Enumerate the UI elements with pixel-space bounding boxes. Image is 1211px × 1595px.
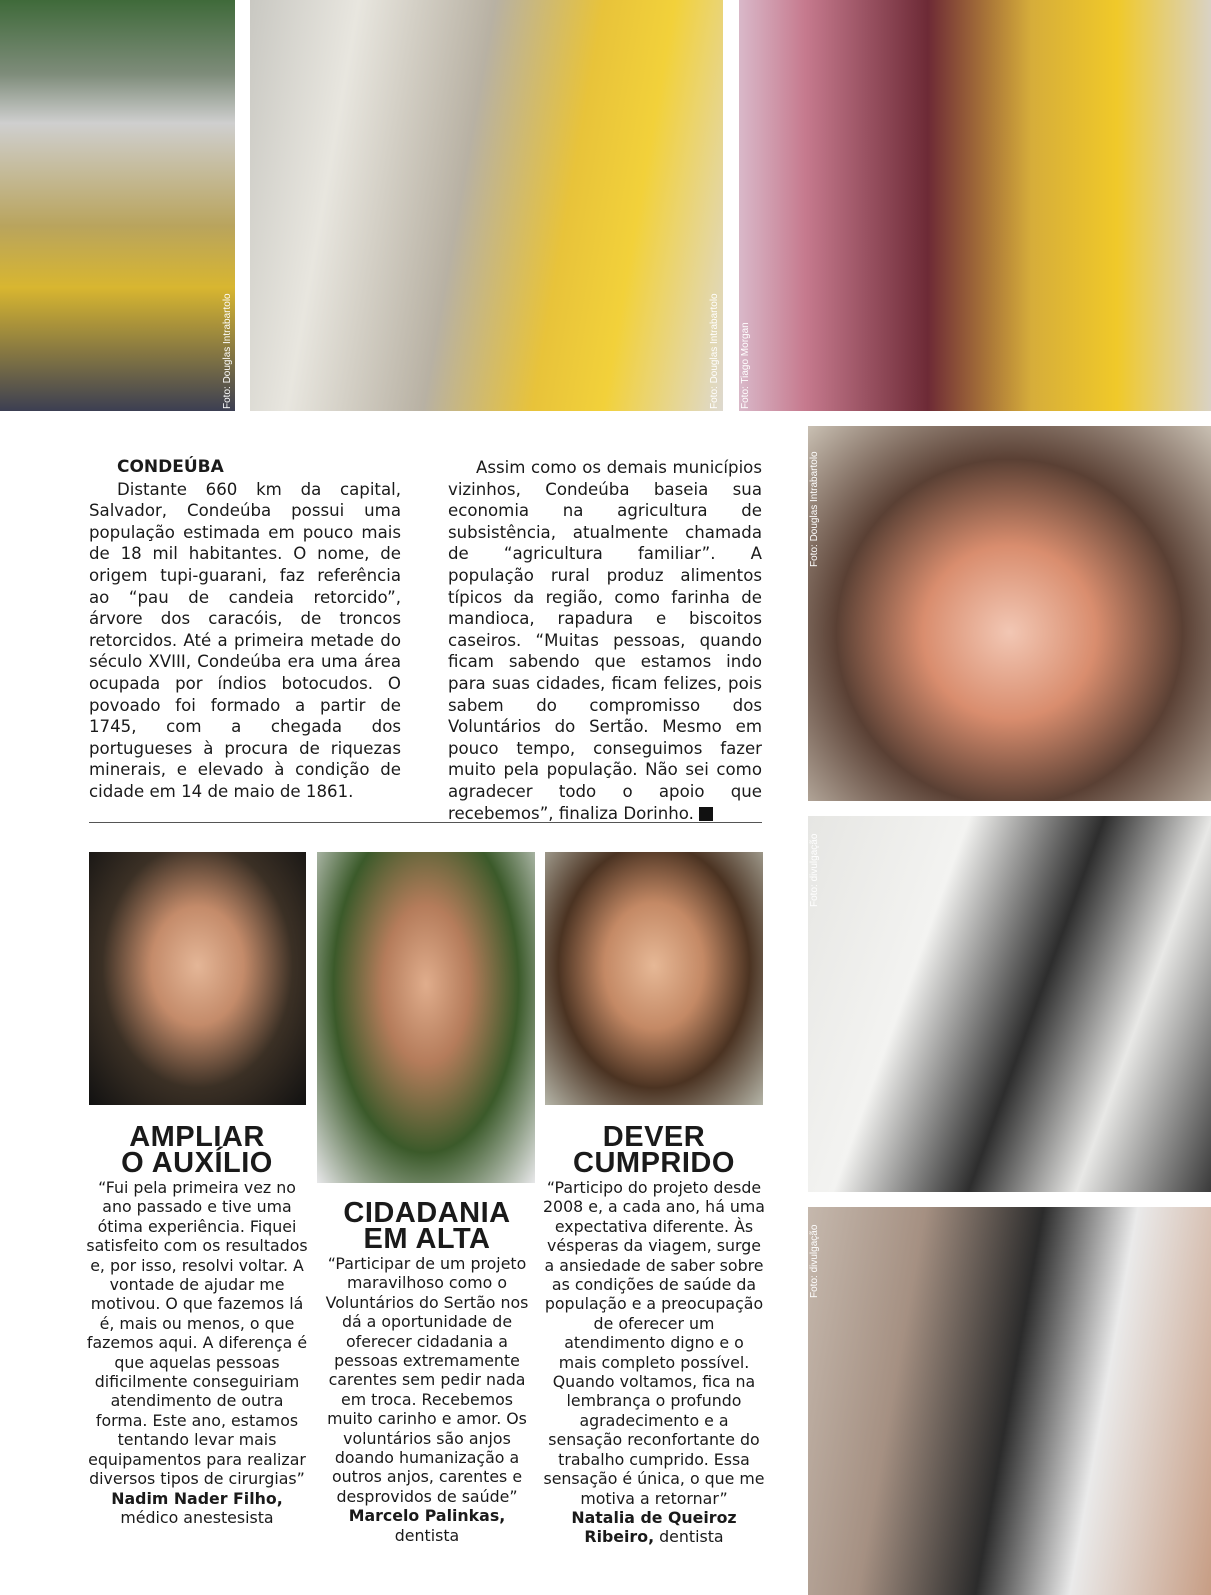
volunteers-truck-photo (0, 0, 235, 411)
elderly-woman-photo (739, 0, 1211, 411)
testimonial-title: CIDADANIA EM ALTA (343, 1197, 511, 1255)
photo-credit: Foto: Douglas Intrabartolo (809, 451, 820, 567)
photo-credit: Foto: divulgação (809, 833, 820, 907)
section-divider (89, 822, 762, 823)
portrait-natalia-ribeiro (545, 852, 763, 1105)
article-column-1 (89, 457, 401, 803)
article-paragraph-2: Assim como os demais municípios vizinhos, Condeúba baseia sua economia na agricultura de subsistência, atualmente chamada de “agricultura familiar”. A população rural produz alimentos típicos da região, como farinha de mandioca, rapadura e biscoitos caseiros. “Muitas pessoas, quando ficam sabendo que estamos indo para suas cidades, ficam felizes, pois sabem do compromisso dos Voluntários do Sertão. Mesmo em pouco tempo, conseguimos fazer muito pela população. Não sei como agradecer todo o apoio que recebemos”, finaliza Dorinho. (448, 458, 762, 823)
testimonial-title: AMPLIAR O AUXÍLIO (121, 1121, 273, 1179)
testimonial-text: “Participar de um projeto maravilhoso como o Voluntários do Sertão nos dá a oportunidade de oferecer cidadania a pessoas extremamente carentes sem pedir nada em troca. Recebemos muito carinho e amor. Os voluntários são anjos doando humanização a outros anjos, carentes e desprovidos de saúde” (325, 1254, 529, 1506)
testimonial-3 (543, 1121, 765, 1547)
dental-exam-photo (808, 816, 1211, 1192)
testimonial-text: “Participo do projeto desde 2008 e, a cada ano, há uma expectativa diferente. Às vésperas da viagem, surge a ansiedade de saber sobre as condições de saúde da população e a preocupação de oferecer um atendimento digno e o mais completo possível. Quando voltamos, fica na lembrança o profundo agradecimento e a sensação reconfortante do trabalho cumprido. Essa sensação é única, o que me motiva a retornar” (543, 1178, 765, 1508)
testimonial-2 (316, 1197, 538, 1545)
photo-credit: Foto: Tiago Morgan (740, 322, 751, 409)
section-heading: CONDEÚBA (117, 457, 224, 477)
photo-credit: Foto: Douglas Intrabartolo (709, 293, 720, 409)
pharmacy-shelves-photo (250, 0, 723, 411)
testimonial-author: Nadim Nader Filho, médico anestesista (111, 1488, 283, 1527)
children-group-photo (808, 426, 1211, 801)
article-column-2 (448, 457, 762, 824)
eye-exam-photo (808, 1207, 1211, 1595)
testimonial-text: “Fui pela primeira vez no ano passado e tive uma ótima experiência. Fiquei satisfeito com os resultados e, por isso, resolvi voltar. A vontade de ajudar me motivou. O que fazemos lá é, mais ou menos, o que fazemos aqui. A diferença é que aquelas pessoas dificilmente conseguiriam atendimento de outra forma. Este ano, estamos tentando levar mais equipamentos para realizar diversos tipos de cirurgias” (86, 1178, 308, 1489)
article-paragraph-1: Distante 660 km da capital, Salvador, Condeúba possui uma população estimada em pouco mais de 18 mil habitantes. O nome, de origem tupi-guarani, faz referência ao “pau de candeia retorcido”, árvore dos caracóis, de troncos retorcidos. Até a primeira metade do século XVIII, Condeúba era uma área ocupada por índios botocudos. O povoado foi formado a partir de 1745, com a chegada dos portugueses à procura de riquezas minerais, e elevado à condição de cidade em 14 de maio de 1861. (89, 479, 401, 801)
photo-credit: Foto: Douglas Intrabartolo (222, 293, 233, 409)
testimonial-1 (86, 1121, 308, 1527)
testimonial-author: Marcelo Palinkas, dentista (348, 1506, 506, 1545)
portrait-marcelo-palinkas (317, 852, 535, 1183)
photo-credit: Foto: divulgação (809, 1224, 820, 1298)
end-of-article-mark: r (699, 807, 713, 821)
testimonial-author: Natalia de Queiroz Ribeiro, dentista (571, 1507, 737, 1547)
testimonial-title: DEVER CUMPRIDO (573, 1121, 735, 1179)
portrait-nadim-nader (89, 852, 306, 1105)
